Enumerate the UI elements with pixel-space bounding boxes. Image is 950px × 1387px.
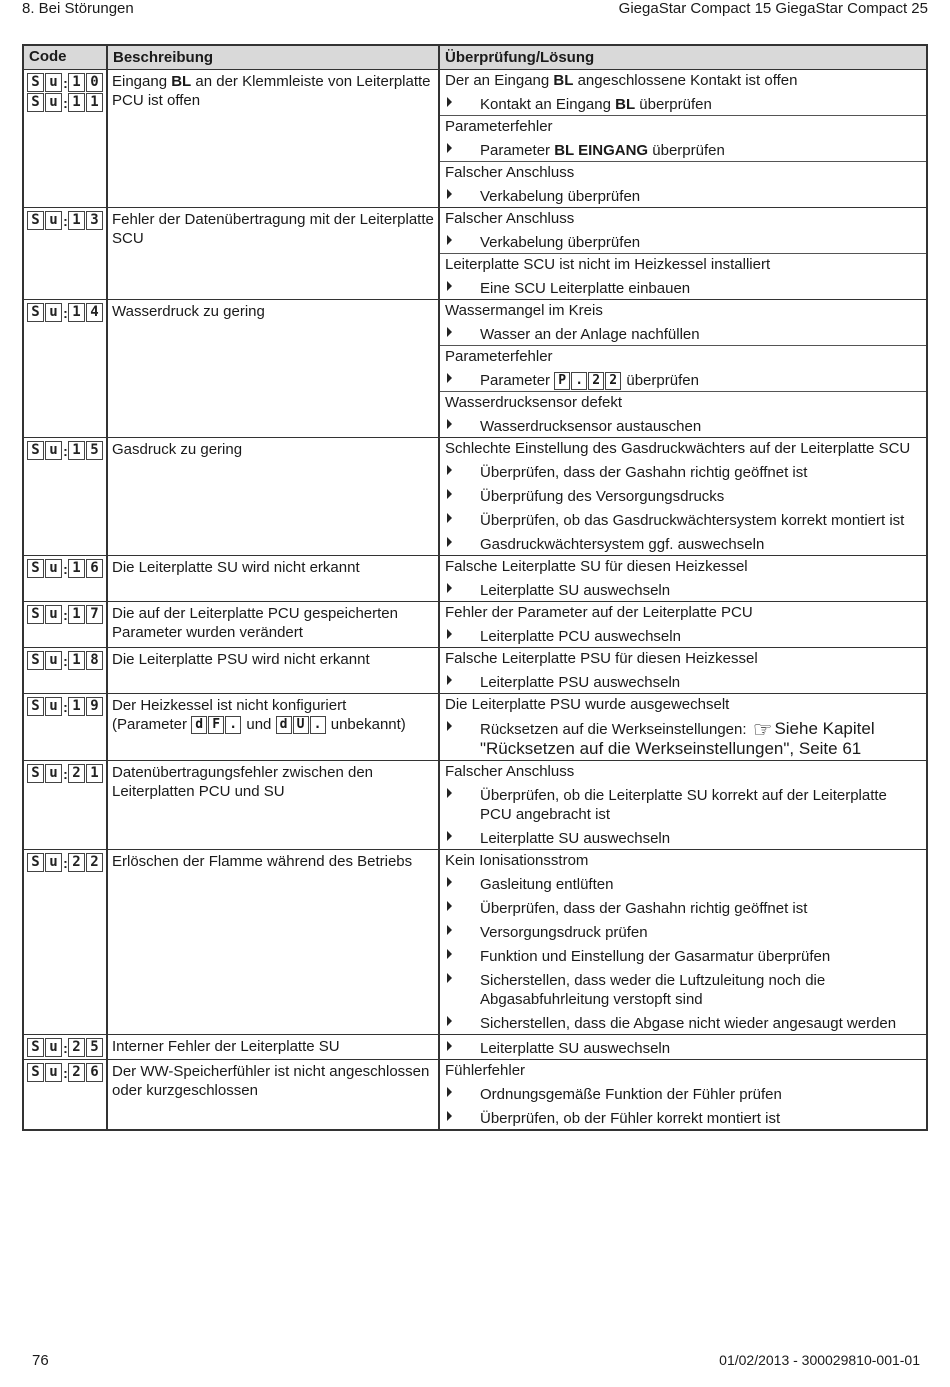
step-fragment: Leiterplatte SU auswechseln bbox=[480, 582, 671, 600]
cause-fragment: Die Leiterplatte PSU wurde ausgewechselt bbox=[445, 696, 730, 714]
code-colon: : bbox=[63, 442, 68, 459]
code-cell bbox=[24, 208, 108, 299]
code-digit: S bbox=[27, 651, 44, 670]
solution-step bbox=[440, 459, 926, 483]
bullet-arrow-icon bbox=[447, 629, 452, 639]
solution-step bbox=[440, 367, 926, 391]
cause-fragment: Falsche Leiterplatte PSU für diesen Heizkessel bbox=[445, 650, 758, 668]
cause-fragment: Falscher Anschluss bbox=[445, 210, 575, 227]
code-colon: : bbox=[63, 765, 68, 782]
cause-fragment: Wasserdrucksensor defekt bbox=[445, 394, 623, 412]
table-row bbox=[24, 601, 926, 647]
description-text: Fehler der Datenübertragung mit der Leiterplatte SCU bbox=[112, 211, 434, 247]
code-digit: 1 bbox=[68, 441, 85, 460]
solution-step bbox=[440, 669, 926, 693]
step-fragment: Überprüfen, dass der Gashahn richtig geöffnet ist bbox=[480, 464, 808, 482]
code-colon: : bbox=[63, 606, 68, 623]
step-fragment: Verkabelung überprüfen bbox=[480, 188, 641, 205]
description-bold: BL bbox=[171, 73, 192, 90]
description-text: Der WW-Speicherfühler ist nicht angeschlossen oder kurzgeschlossen bbox=[112, 1063, 430, 1100]
code-digit: S bbox=[27, 73, 44, 92]
code-colon: : bbox=[63, 74, 68, 91]
parameter-digit: U bbox=[293, 716, 309, 734]
code-digit: 2 bbox=[86, 853, 103, 872]
code-colon: : bbox=[63, 698, 68, 715]
step-fragment: Kontakt an Eingang bbox=[480, 96, 616, 113]
bullet-arrow-icon bbox=[447, 143, 452, 153]
code-digit: S bbox=[27, 764, 44, 783]
document-reference: 01/02/2013 - 300029810-001-01 bbox=[719, 1352, 920, 1368]
description-cell bbox=[108, 438, 440, 555]
code-cell bbox=[24, 602, 108, 647]
cause-fragment: angeschlossene Kontakt ist offen bbox=[573, 72, 798, 89]
code-digit: 1 bbox=[68, 93, 85, 112]
code-colon: : bbox=[63, 854, 68, 871]
cause-fragment: Fehler der Parameter auf der Leiterplatte PCU bbox=[445, 604, 753, 622]
solution-step bbox=[440, 137, 926, 161]
table-header-row bbox=[24, 46, 926, 69]
step-bold: BL EINGANG bbox=[554, 142, 649, 159]
step-bold: BL bbox=[615, 96, 636, 113]
cause-text bbox=[440, 391, 926, 413]
solution-cell bbox=[440, 208, 926, 299]
parameter-code bbox=[276, 716, 327, 733]
cause-text bbox=[440, 345, 926, 367]
code-colon: : bbox=[63, 652, 68, 669]
solution-step bbox=[440, 967, 926, 1010]
code-digit: u bbox=[45, 303, 62, 322]
description-cell bbox=[108, 208, 440, 299]
table-row bbox=[24, 693, 926, 760]
bullet-arrow-icon bbox=[447, 281, 452, 291]
parameter-digit: 2 bbox=[588, 372, 604, 390]
code-cell bbox=[24, 648, 108, 693]
code-digit: 8 bbox=[86, 651, 103, 670]
code-cell bbox=[24, 70, 108, 207]
code-digit: S bbox=[27, 853, 44, 872]
description-text: und bbox=[242, 716, 276, 734]
bullet-arrow-icon bbox=[447, 97, 452, 107]
step-fragment: Parameter bbox=[480, 372, 555, 389]
code-digit: 5 bbox=[86, 441, 103, 460]
step-fragment: überprüfen bbox=[648, 142, 725, 159]
solution-step bbox=[440, 825, 926, 849]
error-code-display bbox=[27, 651, 106, 670]
code-digit: 2 bbox=[68, 1063, 85, 1082]
chapter-reference[interactable]: Siehe Kapitel "Rücksetzen auf die Werkseinstellungen", Seite 61 bbox=[480, 719, 875, 759]
step-fragment: überprüfen bbox=[622, 372, 699, 389]
error-code-display bbox=[27, 303, 106, 322]
table-row bbox=[24, 69, 926, 207]
parameter-digit: . bbox=[310, 716, 326, 734]
table-row bbox=[24, 1034, 926, 1059]
bullet-arrow-icon bbox=[447, 583, 452, 593]
parameter-digit: F bbox=[208, 716, 224, 734]
description-text: Interner Fehler der Leiterplatte SU bbox=[112, 1038, 340, 1056]
solution-step bbox=[440, 895, 926, 919]
code-cell bbox=[24, 556, 108, 601]
code-digit: 1 bbox=[68, 697, 85, 716]
cause-fragment: Kein Ionisationsstrom bbox=[445, 852, 589, 870]
code-digit: u bbox=[45, 1038, 62, 1057]
code-cell bbox=[24, 300, 108, 437]
code-digit: u bbox=[45, 441, 62, 460]
cause-fragment: Wassermangel im Kreis bbox=[445, 302, 603, 319]
cause-fragment: Parameterfehler bbox=[445, 348, 553, 365]
bullet-arrow-icon bbox=[447, 1041, 452, 1051]
step-fragment: Leiterplatte SU auswechseln bbox=[480, 1040, 671, 1058]
step-fragment: Überprüfen, dass der Gashahn richtig geöffnet ist bbox=[480, 900, 808, 918]
code-cell bbox=[24, 694, 108, 760]
page-number: 76 bbox=[32, 1352, 49, 1369]
cause-fragment: Parameterfehler bbox=[445, 118, 553, 135]
code-digit: S bbox=[27, 211, 44, 230]
solution-step bbox=[440, 715, 926, 760]
code-digit: u bbox=[45, 93, 62, 112]
solution-step bbox=[440, 183, 926, 207]
solution-cell bbox=[440, 648, 926, 693]
solution-step bbox=[440, 483, 926, 507]
code-colon: : bbox=[63, 212, 68, 229]
error-code-display bbox=[27, 93, 106, 112]
code-cell bbox=[24, 1035, 108, 1059]
bullet-arrow-icon bbox=[447, 373, 452, 383]
parameter-code bbox=[554, 372, 622, 389]
cause-fragment: Leiterplatte SCU ist nicht im Heizkessel installiert bbox=[445, 256, 771, 273]
code-cell bbox=[24, 438, 108, 555]
step-fragment: Ordnungsgemäße Funktion der Fühler prüfen bbox=[480, 1086, 782, 1104]
description-text: Der Heizkessel ist nicht konfiguriert bbox=[112, 697, 347, 715]
code-colon: : bbox=[63, 560, 68, 577]
solution-step bbox=[440, 943, 926, 967]
code-digit: 3 bbox=[86, 211, 103, 230]
code-digit: S bbox=[27, 93, 44, 112]
cause-text bbox=[440, 1060, 926, 1081]
bullet-arrow-icon bbox=[447, 235, 452, 245]
bullet-arrow-icon bbox=[447, 489, 452, 499]
error-code-display bbox=[27, 73, 106, 92]
error-code-display bbox=[27, 1038, 106, 1057]
solution-cell bbox=[440, 438, 926, 555]
bullet-arrow-icon bbox=[447, 925, 452, 935]
table-row bbox=[24, 760, 926, 849]
error-code-display bbox=[27, 441, 106, 460]
parameter-digit: 2 bbox=[605, 372, 621, 390]
error-code-display bbox=[27, 764, 106, 783]
solution-step bbox=[440, 919, 926, 943]
cause-text bbox=[440, 602, 926, 623]
code-cell bbox=[24, 1060, 108, 1129]
step-fragment: Funktion und Einstellung der Gasarmatur überprüfen bbox=[480, 948, 831, 966]
code-digit: 1 bbox=[86, 93, 103, 112]
parameter-digit: d bbox=[276, 716, 292, 734]
cause-text bbox=[440, 300, 926, 321]
code-digit: 2 bbox=[68, 764, 85, 783]
solution-step bbox=[440, 91, 926, 115]
code-digit: u bbox=[45, 764, 62, 783]
solution-cell bbox=[440, 556, 926, 601]
code-digit: u bbox=[45, 73, 62, 92]
step-fragment: überprüfen bbox=[635, 96, 712, 113]
description-text: Eingang bbox=[112, 73, 172, 90]
code-digit: 1 bbox=[68, 605, 85, 624]
solution-step bbox=[440, 507, 926, 531]
code-colon: : bbox=[63, 94, 68, 111]
code-digit: S bbox=[27, 303, 44, 322]
bullet-arrow-icon bbox=[447, 513, 452, 523]
description-text: Die Leiterplatte PSU wird nicht erkannt bbox=[112, 651, 370, 669]
cause-text bbox=[440, 556, 926, 577]
product-name: GiegaStar Compact 15 GiegaStar Compact 25 bbox=[618, 0, 928, 17]
table-row bbox=[24, 207, 926, 299]
parameter-code bbox=[191, 716, 242, 733]
solution-step bbox=[440, 871, 926, 895]
code-cell bbox=[24, 850, 108, 1034]
error-code-display bbox=[27, 605, 106, 624]
step-fragment: Leiterplatte SU auswechseln bbox=[480, 830, 671, 848]
description-cell bbox=[108, 1060, 440, 1129]
step-fragment: Überprüfen, ob das Gasdruckwächtersystem korrekt montiert ist bbox=[480, 512, 905, 530]
step-fragment: Leiterplatte PCU auswechseln bbox=[480, 628, 681, 646]
step-fragment: Wasserdrucksensor austauschen bbox=[480, 418, 702, 436]
code-digit: 0 bbox=[86, 73, 103, 92]
code-digit: 6 bbox=[86, 559, 103, 578]
code-colon: : bbox=[63, 1039, 68, 1056]
cause-text bbox=[440, 648, 926, 669]
bullet-arrow-icon bbox=[447, 1111, 452, 1121]
section-heading: 8. Bei Störungen bbox=[22, 0, 134, 17]
description-text: (Parameter bbox=[112, 716, 192, 734]
code-digit: 1 bbox=[68, 73, 85, 92]
bullet-arrow-icon bbox=[447, 327, 452, 337]
fault-code-table bbox=[22, 44, 928, 1131]
bullet-arrow-icon bbox=[447, 831, 452, 841]
column-header-code: Code bbox=[24, 46, 108, 69]
error-code-display bbox=[27, 211, 106, 230]
description-cell bbox=[108, 602, 440, 647]
bullet-arrow-icon bbox=[447, 675, 452, 685]
parameter-digit: . bbox=[571, 372, 587, 390]
step-fragment: Gasleitung entlüften bbox=[480, 876, 614, 894]
bullet-arrow-icon bbox=[447, 901, 452, 911]
description-text: Wasserdruck zu gering bbox=[112, 303, 265, 320]
description-cell bbox=[108, 300, 440, 437]
error-code-display bbox=[27, 559, 106, 578]
code-digit: 2 bbox=[68, 1038, 85, 1057]
code-digit: u bbox=[45, 1063, 62, 1082]
code-digit: u bbox=[45, 605, 62, 624]
cause-text bbox=[440, 694, 926, 715]
solution-step bbox=[440, 531, 926, 555]
bullet-arrow-icon bbox=[447, 721, 452, 731]
description-text: Die auf der Leiterplatte PCU gespeicherten Parameter wurden verändert bbox=[112, 605, 398, 642]
parameter-digit: P bbox=[554, 372, 570, 390]
code-digit: 9 bbox=[86, 697, 103, 716]
bullet-arrow-icon bbox=[447, 1087, 452, 1097]
step-fragment: Eine SCU Leiterplatte einbauen bbox=[480, 280, 691, 297]
solution-cell bbox=[440, 70, 926, 207]
code-cell bbox=[24, 761, 108, 849]
column-header-solution: Überprüfung/Lösung bbox=[445, 49, 595, 66]
description-text: Gasdruck zu gering bbox=[112, 441, 243, 459]
solution-step bbox=[440, 1105, 926, 1129]
code-digit: 1 bbox=[86, 764, 103, 783]
solution-step bbox=[440, 623, 926, 647]
description-cell bbox=[108, 556, 440, 601]
cause-text bbox=[440, 761, 926, 782]
cause-fragment: Schlechte Einstellung des Gasdruckwächters auf der Leiterplatte SCU bbox=[445, 440, 911, 458]
step-fragment: Verkabelung überprüfen bbox=[480, 234, 641, 251]
code-digit: 2 bbox=[68, 853, 85, 872]
solution-step bbox=[440, 1035, 926, 1059]
step-fragment: Gasdruckwächtersystem ggf. auswechseln bbox=[480, 536, 765, 554]
code-digit: 4 bbox=[86, 303, 103, 322]
solution-step bbox=[440, 275, 926, 299]
cause-text bbox=[440, 115, 926, 137]
cause-fragment: Falscher Anschluss bbox=[445, 763, 575, 781]
table-row bbox=[24, 437, 926, 555]
cause-text bbox=[440, 208, 926, 229]
description-text: Erlöschen der Flamme während des Betriebs bbox=[112, 853, 413, 871]
bullet-arrow-icon bbox=[447, 949, 452, 959]
bullet-arrow-icon bbox=[447, 788, 452, 798]
solution-cell bbox=[440, 1035, 926, 1059]
code-colon: : bbox=[63, 1064, 68, 1081]
parameter-digit: d bbox=[191, 716, 207, 734]
solution-cell bbox=[440, 850, 926, 1034]
description-cell bbox=[108, 850, 440, 1034]
bullet-arrow-icon bbox=[447, 189, 452, 199]
column-header-description: Beschreibung bbox=[108, 46, 440, 69]
code-digit: 6 bbox=[86, 1063, 103, 1082]
table-row bbox=[24, 1059, 926, 1129]
code-digit: S bbox=[27, 605, 44, 624]
bullet-arrow-icon bbox=[447, 419, 452, 429]
description-text: unbekannt) bbox=[326, 716, 406, 734]
code-digit: 1 bbox=[68, 651, 85, 670]
code-digit: 5 bbox=[86, 1038, 103, 1057]
bullet-arrow-icon bbox=[447, 973, 452, 983]
cause-text bbox=[440, 161, 926, 183]
cause-fragment: Fühlerfehler bbox=[445, 1062, 526, 1080]
code-colon: : bbox=[63, 304, 68, 321]
code-digit: u bbox=[45, 651, 62, 670]
code-digit: S bbox=[27, 1038, 44, 1057]
solution-step bbox=[440, 229, 926, 253]
code-digit: u bbox=[45, 697, 62, 716]
error-code-display bbox=[27, 1063, 106, 1082]
step-fragment: Überprüfen, ob die Leiterplatte SU korrekt auf der Leiterplatte PCU angebracht ist bbox=[480, 787, 887, 824]
description-cell bbox=[108, 70, 440, 207]
solution-cell bbox=[440, 602, 926, 647]
cause-fragment: Falscher Anschluss bbox=[445, 164, 575, 181]
code-digit: u bbox=[45, 853, 62, 872]
table-row bbox=[24, 647, 926, 693]
step-fragment: Parameter bbox=[480, 142, 555, 159]
error-code-display bbox=[27, 853, 106, 872]
code-digit: S bbox=[27, 1063, 44, 1082]
cause-text bbox=[440, 850, 926, 871]
table-row bbox=[24, 299, 926, 437]
solution-step bbox=[440, 1010, 926, 1034]
cause-fragment: Der an Eingang bbox=[445, 72, 554, 89]
cause-text bbox=[440, 438, 926, 459]
code-digit: S bbox=[27, 697, 44, 716]
step-fragment: Leiterplatte PSU auswechseln bbox=[480, 674, 681, 692]
description-text: an der Klemmleiste von Leiterplatte PCU ist offen bbox=[112, 73, 431, 109]
step-fragment: Versorgungsdruck prüfen bbox=[480, 924, 648, 942]
step-fragment: Sicherstellen, dass die Abgase nicht wieder angesaugt werden bbox=[480, 1015, 897, 1033]
solution-cell bbox=[440, 694, 926, 760]
step-fragment: Rücksetzen auf die Werkseinstellungen: bbox=[480, 721, 751, 739]
table-row bbox=[24, 555, 926, 601]
pointing-hand-icon: ☞ bbox=[752, 717, 773, 743]
description-cell bbox=[108, 694, 440, 760]
cause-text bbox=[440, 253, 926, 275]
solution-step bbox=[440, 577, 926, 601]
code-digit: 1 bbox=[68, 559, 85, 578]
solution-step bbox=[440, 782, 926, 825]
solution-cell bbox=[440, 761, 926, 849]
code-digit: u bbox=[45, 559, 62, 578]
solution-step bbox=[440, 1081, 926, 1105]
description-cell bbox=[108, 761, 440, 849]
description-text: Datenübertragungsfehler zwischen den Leiterplatten PCU und SU bbox=[112, 764, 373, 801]
code-digit: u bbox=[45, 211, 62, 230]
bullet-arrow-icon bbox=[447, 1016, 452, 1026]
error-code-display bbox=[27, 697, 106, 716]
step-fragment: Sicherstellen, dass weder die Luftzuleitung noch die Abgasabfuhrleitung verstopft sind bbox=[480, 972, 826, 1009]
solution-cell bbox=[440, 300, 926, 437]
cause-fragment: Falsche Leiterplatte SU für diesen Heizkessel bbox=[445, 558, 748, 576]
cause-text bbox=[440, 70, 926, 91]
cause-bold: BL bbox=[553, 72, 574, 89]
step-fragment: Überprüfung des Versorgungsdrucks bbox=[480, 488, 725, 506]
solution-step bbox=[440, 413, 926, 437]
code-digit: 1 bbox=[68, 303, 85, 322]
solution-cell bbox=[440, 1060, 926, 1129]
description-cell bbox=[108, 1035, 440, 1059]
code-digit: 7 bbox=[86, 605, 103, 624]
description-cell bbox=[108, 648, 440, 693]
parameter-digit: . bbox=[225, 716, 241, 734]
step-fragment: Überprüfen, ob der Fühler korrekt montiert ist bbox=[480, 1110, 781, 1128]
bullet-arrow-icon bbox=[447, 537, 452, 547]
description-text: Die Leiterplatte SU wird nicht erkannt bbox=[112, 559, 360, 577]
code-digit: 1 bbox=[68, 211, 85, 230]
bullet-arrow-icon bbox=[447, 877, 452, 887]
step-fragment: Wasser an der Anlage nachfüllen bbox=[480, 326, 700, 343]
code-digit: S bbox=[27, 441, 44, 460]
solution-step bbox=[440, 321, 926, 345]
code-digit: S bbox=[27, 559, 44, 578]
table-row bbox=[24, 849, 926, 1034]
bullet-arrow-icon bbox=[447, 465, 452, 475]
